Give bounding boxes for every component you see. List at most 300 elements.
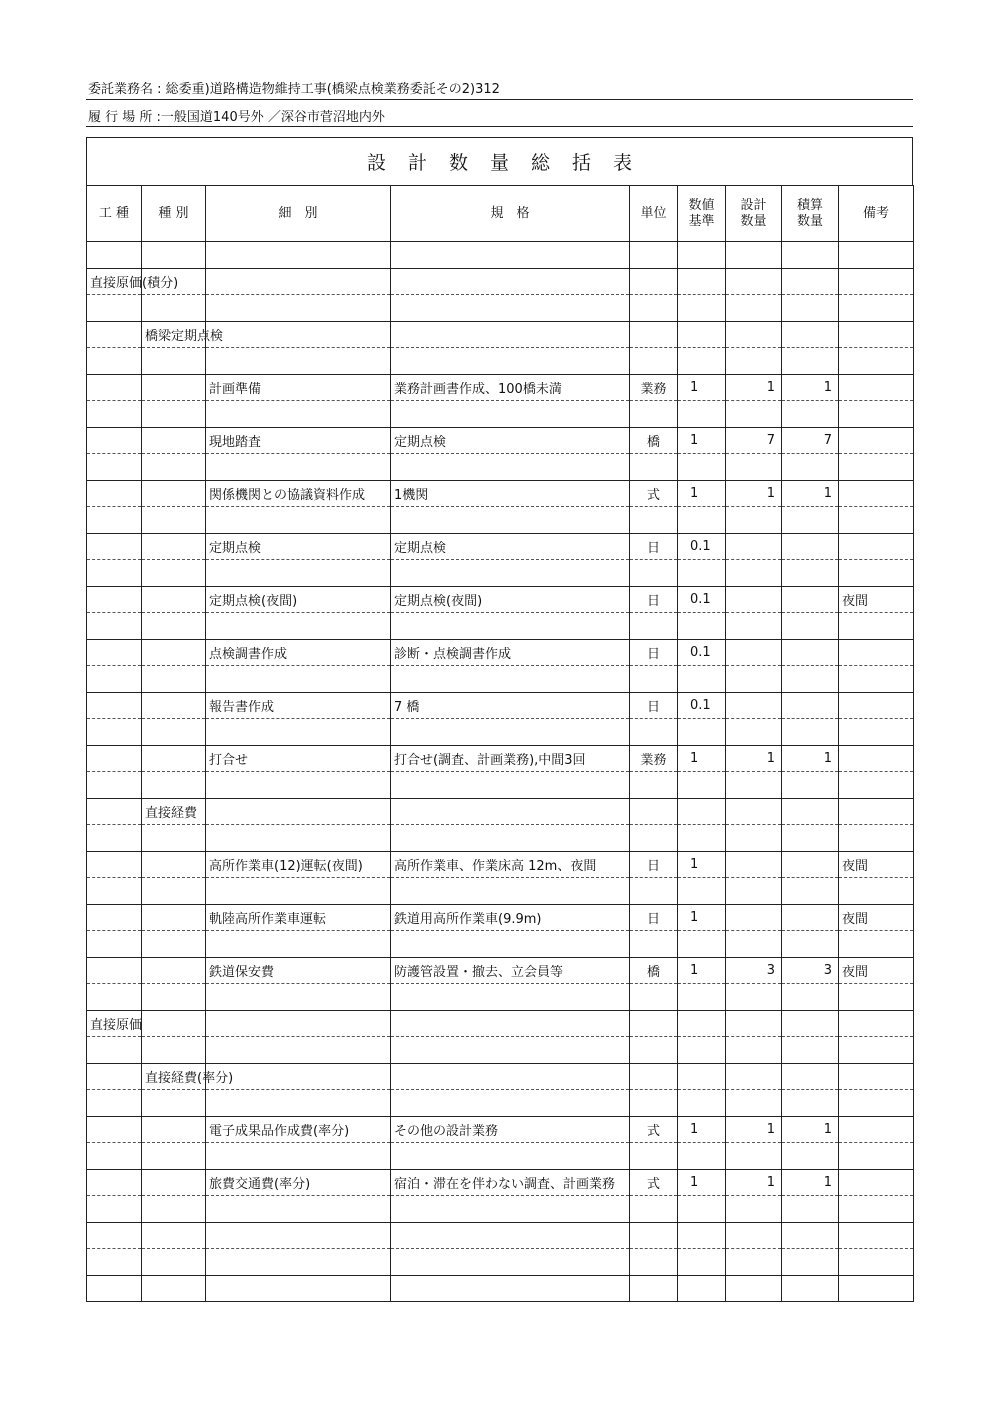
- cell-biko: [839, 1143, 914, 1170]
- table-row: [87, 666, 914, 693]
- sheet-title: 設計数量総括表: [86, 137, 913, 185]
- cell-tani: [630, 666, 678, 693]
- cell-shubetsu: [142, 295, 206, 322]
- cell-sekisan: 1: [782, 480, 839, 507]
- col-header-kijun: 数値 基準: [678, 186, 726, 242]
- table-row: [87, 427, 914, 454]
- table-row: [87, 772, 914, 799]
- cell-tani: [630, 1037, 678, 1064]
- table-row: [87, 1196, 914, 1223]
- table-row: [87, 454, 914, 481]
- cell-koushu: [87, 454, 142, 481]
- cell-saibetsu: [206, 825, 391, 852]
- cell-sekkei: [726, 639, 782, 666]
- cell-kijun: [678, 1037, 726, 1064]
- cell-sekkei: [726, 1037, 782, 1064]
- cell-koushu: [87, 242, 142, 269]
- cell-biko: 夜間: [839, 586, 914, 613]
- table-row: [87, 1116, 914, 1143]
- cell-kijun: [678, 1090, 726, 1117]
- cell-sekisan: [782, 1037, 839, 1064]
- cell-kikaku: [391, 1222, 630, 1249]
- cell-kijun: 0.1: [678, 586, 726, 613]
- cell-tani: 日: [630, 851, 678, 878]
- cell-tani: [630, 878, 678, 905]
- cell-saibetsu: [206, 1275, 391, 1302]
- cell-sekkei: [726, 533, 782, 560]
- cell-saibetsu: [206, 878, 391, 905]
- cell-kijun: [678, 1010, 726, 1037]
- cell-koushu: [87, 1169, 142, 1196]
- cell-sekkei: [726, 825, 782, 852]
- cell-kijun: [678, 507, 726, 534]
- cell-koushu: [87, 666, 142, 693]
- cell-saibetsu: [206, 984, 391, 1011]
- cell-biko: [839, 560, 914, 587]
- cell-sekisan: [782, 798, 839, 825]
- cell-shubetsu: [142, 666, 206, 693]
- cell-biko: [839, 1063, 914, 1090]
- cell-sekkei: [726, 904, 782, 931]
- cell-biko: [839, 613, 914, 640]
- cell-sekisan: [782, 1090, 839, 1117]
- cell-sekisan: [782, 401, 839, 428]
- cell-koushu: [87, 1143, 142, 1170]
- cell-biko: [839, 798, 914, 825]
- table-row: [87, 745, 914, 772]
- cell-kijun: [678, 984, 726, 1011]
- cell-tani: [630, 772, 678, 799]
- header-divider: [86, 99, 913, 100]
- table-row: [87, 1037, 914, 1064]
- cell-kijun: [678, 666, 726, 693]
- cell-sekisan: [782, 295, 839, 322]
- cell-kijun: [678, 1063, 726, 1090]
- cell-kikaku: 鉄道用高所作業車(9.9m): [391, 904, 630, 931]
- cell-kikaku: [391, 401, 630, 428]
- cell-kikaku: [391, 719, 630, 746]
- cell-sekkei: 3: [726, 957, 782, 984]
- cell-sekisan: [782, 533, 839, 560]
- cell-shubetsu: [142, 904, 206, 931]
- cell-saibetsu: 報告書作成: [206, 692, 391, 719]
- cell-biko: [839, 1090, 914, 1117]
- cell-tani: [630, 931, 678, 958]
- cell-saibetsu: [206, 242, 391, 269]
- col-header-tani: 単位: [630, 186, 678, 242]
- cell-kijun: [678, 1249, 726, 1276]
- cell-koushu: [87, 586, 142, 613]
- cell-biko: [839, 745, 914, 772]
- cell-shubetsu: [142, 480, 206, 507]
- cell-shubetsu: [142, 1196, 206, 1223]
- cell-shubetsu: [142, 1090, 206, 1117]
- cell-saibetsu: 点検調書作成: [206, 639, 391, 666]
- cell-koushu: [87, 613, 142, 640]
- cell-koushu: [87, 692, 142, 719]
- work-location: 履 行 場 所 :一般国道140号外 ／深谷市菅沼地内外: [88, 110, 385, 125]
- cell-sekisan: [782, 1249, 839, 1276]
- cell-sekisan: [782, 692, 839, 719]
- cell-saibetsu: 高所作業車(12)運転(夜間): [206, 851, 391, 878]
- cell-sekkei: [726, 1249, 782, 1276]
- cell-sekkei: [726, 719, 782, 746]
- cell-saibetsu: [206, 931, 391, 958]
- cell-biko: [839, 480, 914, 507]
- cell-sekkei: [726, 1275, 782, 1302]
- cell-biko: [839, 268, 914, 295]
- cell-tani: 橋: [630, 957, 678, 984]
- cell-kikaku: 高所作業車、作業床高 12m、夜間: [391, 851, 630, 878]
- cell-sekisan: [782, 984, 839, 1011]
- table-row: [87, 374, 914, 401]
- cell-kikaku: 診断・点検調書作成: [391, 639, 630, 666]
- cell-kijun: 0.1: [678, 533, 726, 560]
- cell-kikaku: [391, 984, 630, 1011]
- cell-kikaku: [391, 1196, 630, 1223]
- cell-kijun: 1: [678, 745, 726, 772]
- cell-sekisan: [782, 639, 839, 666]
- cell-koushu: [87, 957, 142, 984]
- cell-koushu: [87, 1196, 142, 1223]
- table-row: [87, 321, 914, 348]
- cell-koushu: [87, 1275, 142, 1302]
- cell-kijun: [678, 295, 726, 322]
- cell-shubetsu: [142, 401, 206, 428]
- cell-saibetsu: 現地踏査: [206, 427, 391, 454]
- cell-shubetsu: 橋梁定期点検: [142, 321, 206, 348]
- cell-biko: [839, 401, 914, 428]
- cell-sekkei: [726, 348, 782, 375]
- cell-koushu: [87, 401, 142, 428]
- cell-sekisan: [782, 1222, 839, 1249]
- table-row: [87, 533, 914, 560]
- cell-shubetsu: [142, 242, 206, 269]
- cell-kikaku: [391, 242, 630, 269]
- cell-sekkei: [726, 1196, 782, 1223]
- cell-sekisan: 1: [782, 1116, 839, 1143]
- cell-kikaku: 宿泊・滞在を伴わない調査、計画業務: [391, 1169, 630, 1196]
- cell-saibetsu: 旅費交通費(率分): [206, 1169, 391, 1196]
- cell-koushu: [87, 1063, 142, 1090]
- cell-biko: [839, 1249, 914, 1276]
- cell-koushu: [87, 1222, 142, 1249]
- cell-sekisan: [782, 825, 839, 852]
- cell-saibetsu: 関係機関との協議資料作成: [206, 480, 391, 507]
- cell-tani: [630, 454, 678, 481]
- cell-shubetsu: [142, 851, 206, 878]
- table-row: [87, 586, 914, 613]
- cell-shubetsu: [142, 1010, 206, 1037]
- cell-sekkei: [726, 692, 782, 719]
- cell-sekisan: [782, 560, 839, 587]
- cell-tani: [630, 719, 678, 746]
- cell-shubetsu: [142, 1116, 206, 1143]
- cell-tani: [630, 321, 678, 348]
- cell-saibetsu: [206, 507, 391, 534]
- cell-sekkei: [726, 878, 782, 905]
- cell-koushu: [87, 931, 142, 958]
- cell-sekisan: [782, 348, 839, 375]
- cell-sekkei: [726, 1063, 782, 1090]
- cell-tani: [630, 825, 678, 852]
- table-row: [87, 904, 914, 931]
- table-row: [87, 1010, 914, 1037]
- cell-kijun: 1: [678, 480, 726, 507]
- cell-kijun: 1: [678, 427, 726, 454]
- cell-kijun: [678, 1222, 726, 1249]
- cell-sekkei: [726, 851, 782, 878]
- cell-saibetsu: 軌陸高所作業車運転: [206, 904, 391, 931]
- cell-sekisan: [782, 1275, 839, 1302]
- col-header-saibetsu: 細 別: [206, 186, 391, 242]
- cell-kijun: [678, 931, 726, 958]
- cell-koushu: [87, 374, 142, 401]
- col-header-biko: 備考: [839, 186, 914, 242]
- cell-biko: [839, 1196, 914, 1223]
- cell-tani: [630, 798, 678, 825]
- cell-biko: [839, 1275, 914, 1302]
- cell-kikaku: [391, 825, 630, 852]
- cell-sekisan: [782, 454, 839, 481]
- cell-shubetsu: [142, 1249, 206, 1276]
- col-header-sekkei: 設計 数量: [726, 186, 782, 242]
- cell-saibetsu: 鉄道保安費: [206, 957, 391, 984]
- cell-tani: [630, 560, 678, 587]
- cell-saibetsu: 電子成果品作成費(率分): [206, 1116, 391, 1143]
- cell-tani: [630, 1010, 678, 1037]
- table-row: [87, 692, 914, 719]
- cell-saibetsu: [206, 613, 391, 640]
- cell-sekisan: [782, 321, 839, 348]
- cell-biko: [839, 454, 914, 481]
- cell-sekkei: [726, 613, 782, 640]
- cell-kijun: 1: [678, 1169, 726, 1196]
- table-row: [87, 639, 914, 666]
- col-header-kikaku: 規 格: [391, 186, 630, 242]
- cell-kijun: [678, 242, 726, 269]
- cell-kikaku: [391, 268, 630, 295]
- cell-koushu: [87, 772, 142, 799]
- cell-kijun: [678, 321, 726, 348]
- cell-biko: [839, 1010, 914, 1037]
- table-row: [87, 798, 914, 825]
- cell-sekisan: [782, 904, 839, 931]
- cell-saibetsu: [206, 719, 391, 746]
- cell-tani: [630, 1275, 678, 1302]
- cell-sekisan: [782, 1196, 839, 1223]
- cell-koushu: 直接原価(積分): [87, 268, 142, 295]
- cell-saibetsu: [206, 1222, 391, 1249]
- cell-saibetsu: 打合せ: [206, 745, 391, 772]
- cell-kijun: [678, 719, 726, 746]
- cell-koushu: [87, 560, 142, 587]
- cell-koushu: [87, 878, 142, 905]
- cell-sekkei: [726, 321, 782, 348]
- cell-sekkei: 1: [726, 374, 782, 401]
- table-row: [87, 957, 914, 984]
- cell-kikaku: 定期点検(夜間): [391, 586, 630, 613]
- cell-sekkei: [726, 1222, 782, 1249]
- cell-koushu: [87, 825, 142, 852]
- cell-tani: [630, 507, 678, 534]
- cell-biko: [839, 348, 914, 375]
- cell-kikaku: [391, 878, 630, 905]
- cell-koushu: [87, 295, 142, 322]
- cell-sekkei: [726, 1010, 782, 1037]
- cell-biko: [839, 825, 914, 852]
- cell-sekkei: [726, 401, 782, 428]
- cell-kijun: [678, 1275, 726, 1302]
- cell-tani: 橋: [630, 427, 678, 454]
- cell-biko: [839, 533, 914, 560]
- cell-kikaku: [391, 560, 630, 587]
- cell-biko: [839, 639, 914, 666]
- cell-biko: [839, 321, 914, 348]
- cell-kikaku: [391, 507, 630, 534]
- cell-kikaku: [391, 798, 630, 825]
- cell-sekisan: [782, 268, 839, 295]
- cell-kijun: [678, 798, 726, 825]
- cell-tani: 業務: [630, 745, 678, 772]
- cell-shubetsu: [142, 427, 206, 454]
- cell-shubetsu: [142, 613, 206, 640]
- cell-biko: [839, 772, 914, 799]
- cell-tani: [630, 1090, 678, 1117]
- cell-saibetsu: [206, 1037, 391, 1064]
- cell-kijun: [678, 613, 726, 640]
- cell-tani: [630, 1249, 678, 1276]
- cell-sekisan: [782, 666, 839, 693]
- cell-kikaku: [391, 772, 630, 799]
- cell-tani: 日: [630, 692, 678, 719]
- cell-saibetsu: [206, 1063, 391, 1090]
- cell-sekisan: [782, 878, 839, 905]
- cell-kikaku: [391, 1010, 630, 1037]
- cell-shubetsu: [142, 1037, 206, 1064]
- cell-sekisan: [782, 1010, 839, 1037]
- cell-kikaku: [391, 1249, 630, 1276]
- cell-biko: [839, 1037, 914, 1064]
- cell-saibetsu: [206, 454, 391, 481]
- cell-sekkei: [726, 931, 782, 958]
- header-divider: [86, 126, 913, 127]
- cell-biko: 夜間: [839, 957, 914, 984]
- cell-kikaku: 定期点検: [391, 427, 630, 454]
- cell-sekkei: [726, 295, 782, 322]
- col-header-koushu: 工 種: [87, 186, 142, 242]
- cell-shubetsu: [142, 984, 206, 1011]
- cell-saibetsu: [206, 1249, 391, 1276]
- table-row: [87, 851, 914, 878]
- cell-shubetsu: [142, 586, 206, 613]
- cell-saibetsu: [206, 560, 391, 587]
- cell-kijun: [678, 878, 726, 905]
- cell-biko: [839, 242, 914, 269]
- cell-biko: [839, 295, 914, 322]
- cell-shubetsu: [142, 745, 206, 772]
- cell-sekisan: 7: [782, 427, 839, 454]
- cell-kikaku: 業務計画書作成、100橋未満: [391, 374, 630, 401]
- cell-tani: [630, 613, 678, 640]
- cell-shubetsu: [142, 957, 206, 984]
- cell-shubetsu: [142, 719, 206, 746]
- cell-kijun: 0.1: [678, 639, 726, 666]
- cell-shubetsu: [142, 639, 206, 666]
- cell-shubetsu: [142, 931, 206, 958]
- cell-sekisan: [782, 586, 839, 613]
- cell-shubetsu: [142, 1222, 206, 1249]
- cell-saibetsu: 計画準備: [206, 374, 391, 401]
- cell-sekkei: [726, 1090, 782, 1117]
- cell-tani: [630, 295, 678, 322]
- table-body: [87, 242, 914, 1302]
- cell-biko: [839, 984, 914, 1011]
- table-row: [87, 931, 914, 958]
- cell-saibetsu: [206, 1010, 391, 1037]
- cell-koushu: 直接原価: [87, 1010, 142, 1037]
- cell-sekisan: [782, 613, 839, 640]
- cell-tani: 式: [630, 480, 678, 507]
- table-row: [87, 507, 914, 534]
- cell-sekisan: [782, 851, 839, 878]
- cell-kijun: 1: [678, 374, 726, 401]
- col-header-shubetsu: 種 別: [142, 186, 206, 242]
- cell-sekkei: [726, 1143, 782, 1170]
- cell-kijun: [678, 268, 726, 295]
- cell-tani: 日: [630, 904, 678, 931]
- cell-kijun: [678, 454, 726, 481]
- cell-kijun: [678, 348, 726, 375]
- cell-sekisan: [782, 507, 839, 534]
- table-row: [87, 348, 914, 375]
- cell-kikaku: [391, 666, 630, 693]
- cell-sekkei: [726, 560, 782, 587]
- cell-kikaku: [391, 1275, 630, 1302]
- cell-saibetsu: [206, 1143, 391, 1170]
- cell-biko: [839, 931, 914, 958]
- cell-saibetsu: [206, 1090, 391, 1117]
- cell-saibetsu: [206, 268, 391, 295]
- table-row: [87, 560, 914, 587]
- cell-tani: 式: [630, 1116, 678, 1143]
- cell-kijun: 1: [678, 904, 726, 931]
- cell-saibetsu: [206, 1196, 391, 1223]
- cell-tani: 式: [630, 1169, 678, 1196]
- cell-koushu: [87, 798, 142, 825]
- cell-sekisan: 1: [782, 374, 839, 401]
- cell-saibetsu: [206, 401, 391, 428]
- cell-kijun: [678, 1196, 726, 1223]
- quantity-summary-sheet: [86, 137, 913, 1302]
- cell-sekisan: 1: [782, 745, 839, 772]
- cell-koushu: [87, 348, 142, 375]
- table-row: [87, 401, 914, 428]
- cell-koushu: [87, 1037, 142, 1064]
- cell-kikaku: 1機関: [391, 480, 630, 507]
- cell-biko: [839, 1222, 914, 1249]
- cell-kikaku: 防護管設置・撤去、立会員等: [391, 957, 630, 984]
- cell-sekkei: [726, 666, 782, 693]
- cell-kijun: 1: [678, 1116, 726, 1143]
- cell-shubetsu: [142, 1143, 206, 1170]
- cell-biko: [839, 692, 914, 719]
- table-row: [87, 719, 914, 746]
- cell-koushu: [87, 480, 142, 507]
- cell-biko: [839, 374, 914, 401]
- cell-shubetsu: [142, 692, 206, 719]
- cell-sekkei: [726, 268, 782, 295]
